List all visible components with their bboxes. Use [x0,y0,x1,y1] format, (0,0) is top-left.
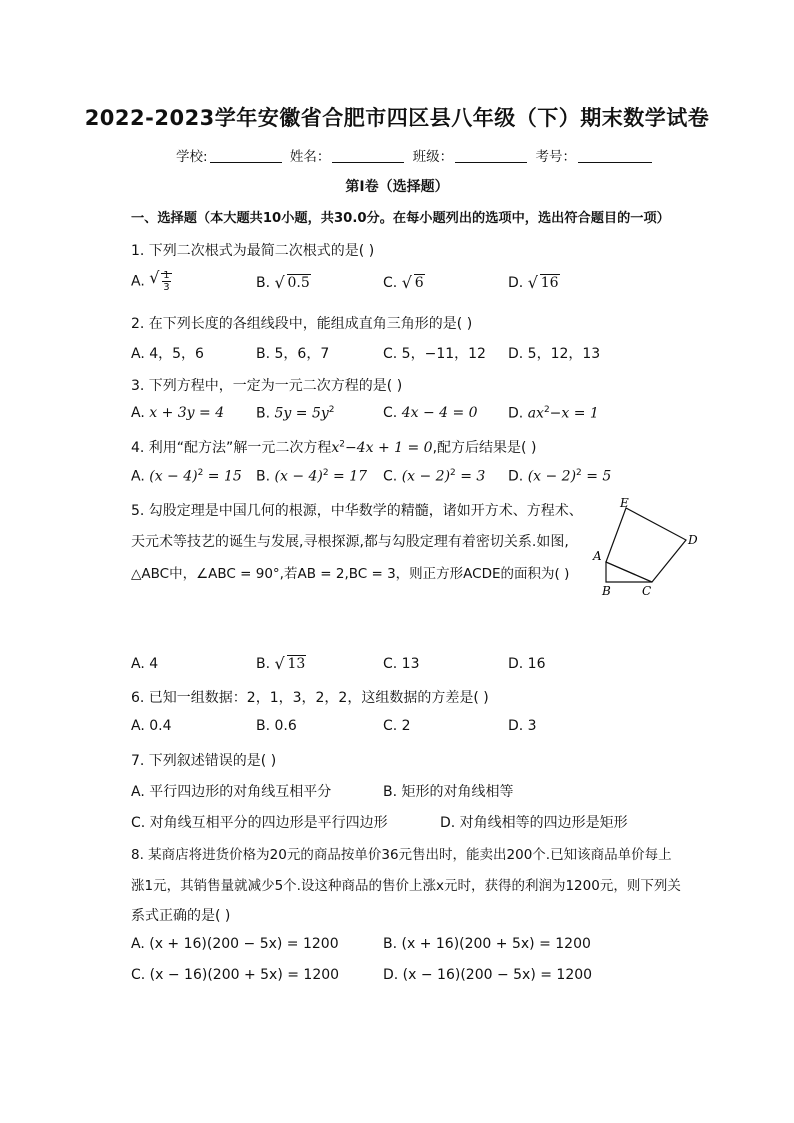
q4-option-c-label: C. [383,468,398,485]
student-info-line [176,145,656,165]
q3-option-a-label: A. [131,405,145,421]
q4-stem-text: ,配方后结果是( ) [432,440,537,456]
q1-option-a [131,270,172,293]
name-blank[interactable] [332,148,404,163]
q4-stem-math: x [331,440,340,456]
point-b-label: B [602,584,611,598]
q1-option-b [256,275,311,291]
q4-option-b-label: B. [256,468,271,485]
q3-option-d [508,405,599,422]
q4-option-a-label: A. [131,468,145,485]
question-5-line-2: 天元术等技艺的诞生与发展,寻根探源,都与勾股定理有着密切关系.如图, [131,534,569,550]
q8-option-d: D. (x − 16)(200 − 5x) = 1200 [383,967,593,983]
question-6-stem: 6. 已知一组数据：2，1，3，2，2，这组数据的方差是( ) [131,690,489,706]
sqrt-symbol: √ 6 [401,273,424,292]
question-3-stem: 3. 下列方程中，一定为一元二次方程的是( ) [131,378,403,394]
point-e-label: E [620,498,629,510]
q4-option-b-value: (x − 4) [274,468,323,485]
fraction [162,270,170,293]
q3-option-c [383,405,478,421]
q2-option-c: C. 5，−11，12 [383,346,486,362]
question-5-line-1: 5. 勾股定理是中国几何的根源，中华数学的精髓，诸如开方术、方程术、 [131,503,583,519]
question-1-stem: 1. 下列二次根式为最简二次根式的是( ) [131,243,375,259]
sqrt-symbol: √ $\frac{1}{3}$ [149,268,170,293]
q3-option-d-value-part2: −x = 1 [549,405,599,422]
q4-option-b-rhs: = 17 [328,468,368,485]
q2-option-d: D. 5，12，13 [508,346,601,362]
q7-option-a: A. 平行四边形的对角线互相平分 [131,784,332,800]
part-heading: 一、选择题（本大题共10小题，共30.0分。在每小题列出的选项中，选出符合题目的一项） [131,211,670,226]
triangle-abc [606,562,652,582]
question-5-line-3: △ABC中，∠ABC = 90°,若AB = 2,BC = 3，则正方形ACDE的面积为( ) [131,566,570,582]
question-4-stem [131,437,536,457]
exam-title: 2022-2023学年安徽省合肥市四区县八年级（下）期末数学试卷 [84,106,710,130]
q1-option-a-label: A. [131,273,145,290]
q2-option-b: B. 5，6，7 [256,346,330,362]
q4-option-d [508,468,611,485]
q1-option-c [383,275,425,291]
exponent: 2 [450,468,456,478]
school-label: 学校: [176,149,208,165]
exponent: 2 [197,468,204,478]
q6-option-c: C. 2 [383,718,411,734]
question-8-line-3: 系式正确的是( ) [131,908,231,924]
point-d-label: D [688,533,698,547]
q6-option-d: D. 3 [508,718,537,734]
q3-option-a-value: x + 3y = 4 [149,405,225,421]
q8-option-c: C. (x − 16)(200 + 5x) = 1200 [131,967,340,983]
q3-option-c-value: 4x − 4 = 0 [401,405,478,421]
square-acde [606,508,686,582]
name-label: 姓名： [289,149,331,165]
exponent: 2 [328,405,335,415]
exponent: 2 [543,405,550,415]
sqrt-symbol: √ 0.5 [274,273,310,292]
q3-option-b-value: 5y = 5y [274,405,329,422]
q4-option-d-rhs: = 5 [581,468,612,485]
sqrt-symbol: √ 16 [527,273,559,292]
exam-no-label: 考号： [535,149,576,165]
point-a-label: A [593,549,602,563]
q1-option-d [508,275,560,291]
q3-option-b [256,405,335,422]
q4-option-a-rhs: = 15 [203,468,242,485]
q1-option-b-value: 0.5 [287,275,310,291]
q4-option-c-value: (x − 2) [401,468,451,485]
question-8-line-2: 涨1元，其销售量就减少5个.设这种商品的售价上涨x元时，获得的利润为1200元，则下列关 [131,878,681,894]
q1-option-d-value: 16 [540,275,559,291]
fraction-numerator: 1 [163,270,170,281]
q5-option-b-value: 13 [287,656,306,672]
school-blank[interactable] [210,148,282,163]
q7-option-c: C. 对角线互相平分的四边形是平行四边形 [131,815,388,831]
q5-option-d: D. 16 [508,656,546,672]
point-c-label: C [642,584,652,598]
exponent: 2 [339,439,345,450]
q8-option-a: A. (x + 16)(200 − 5x) = 1200 [131,936,339,952]
q5-option-b [256,656,306,672]
q3-option-c-label: C. [383,405,398,421]
q8-option-b: B. (x + 16)(200 + 5x) = 1200 [383,936,591,952]
q4-stem-text: 4. 利用“配方法”解一元二次方程 [131,440,332,456]
q3-option-a [131,405,224,421]
q6-option-b: B. 0.6 [256,718,297,734]
q3-option-d-value-part1: ax [527,405,544,422]
q7-option-b: B. 矩形的对角线相等 [383,784,514,800]
q7-option-d: D. 对角线相等的四边形是矩形 [440,815,628,831]
q2-option-a: A. 4，5，6 [131,346,204,362]
q4-option-d-label: D. [508,468,524,485]
fraction-denominator: 3 [163,282,170,293]
question-8-line-1: 8. 某商店将进货价格为20元的商品按单价36元售出时，能卖出200个.已知该商品单价每上 [131,847,672,863]
exponent: 2 [322,468,329,478]
q4-stem-math: −4x + 1 = 0 [344,440,433,456]
class-blank[interactable] [455,148,527,163]
q4-option-c-rhs: = 3 [455,468,486,485]
q1-option-d-label: D. [508,275,524,291]
square-triangle-diagram [590,498,700,602]
q4-option-c [383,468,485,485]
exam-no-blank[interactable] [578,148,652,163]
q1-option-c-value: 6 [414,275,424,291]
section-title: 第I卷（选择题） [345,179,449,195]
exponent: 2 [576,468,582,478]
q5-option-c: C. 13 [383,656,420,672]
q5-option-b-label: B. [256,656,271,672]
question-7-stem: 7. 下列叙述错误的是( ) [131,753,277,769]
q6-option-a: A. 0.4 [131,718,172,734]
q4-option-d-value: (x − 2) [527,468,577,485]
sqrt-symbol: √ 13 [274,654,306,673]
q4-option-a [131,468,242,485]
class-label: 班级： [412,149,454,165]
q4-option-b [256,468,367,485]
q1-option-c-label: C. [383,275,398,291]
q3-option-b-label: B. [256,405,271,422]
q4-option-a-value: (x − 4) [149,468,198,485]
q5-option-a: A. 4 [131,656,159,672]
question-2-stem: 2. 在下列长度的各组线段中，能组成直角三角形的是( ) [131,316,473,332]
q3-option-d-label: D. [508,405,524,422]
q1-option-b-label: B. [256,275,271,291]
